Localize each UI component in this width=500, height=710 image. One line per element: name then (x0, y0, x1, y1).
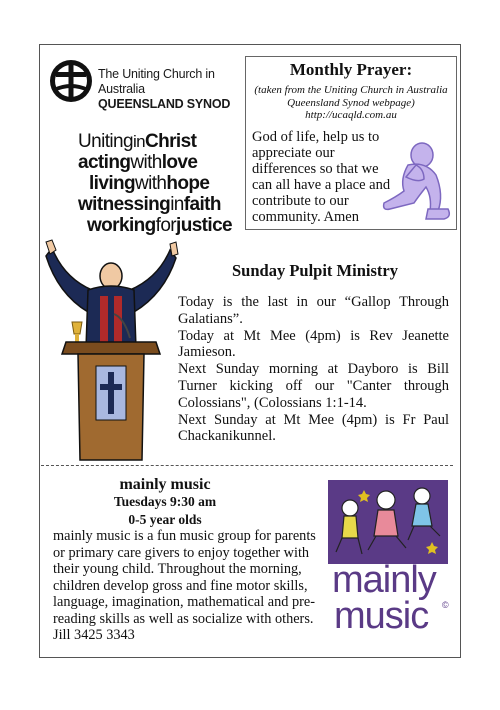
prayer-source-url: http://ucaqld.com.au (305, 109, 397, 121)
value-line-3: livingwithhope (89, 173, 210, 194)
pulpit-text (178, 294, 449, 445)
prayer-source-line2: Queensland Synod webpage) (287, 96, 415, 109)
pulpit-paragraph: Today is the last in our “Gallop Through Galatians”. (178, 294, 449, 327)
pulpit-title: Sunday Pulpit Ministry (232, 261, 398, 280)
mainly-music-title: mainly music (119, 476, 211, 493)
church-values (78, 131, 238, 236)
section-divider (41, 465, 453, 466)
pulpit-paragraph: Next Sunday at Mt Mee (4pm) is Fr Paul Chackanikunnel. (178, 411, 449, 445)
logo-synod-name: QUEENSLAND SYNOD (98, 97, 231, 111)
value-line-2: actingwithlove (78, 152, 198, 173)
mainly-music-logo-word2: music (334, 595, 429, 637)
mainly-music-description: mainly music is a fun music group for parents or primary care givers to enjoy together with their young child. Throughout the morning, children develop gross and fine motor skills, language, imagination, mathematical and pre-reading skills as well as socialize with others. (53, 528, 316, 627)
uniting-church-logo (48, 58, 238, 111)
dancing-children-icon (328, 480, 448, 564)
value-line-1: UnitinginChrist (78, 131, 197, 152)
mainly-music-logo (328, 480, 452, 636)
copyright-mark: © (442, 600, 449, 610)
value-line-5: workingforjustice (87, 215, 233, 236)
pulpit-paragraph: Today at Mt Mee (4pm) is Rev Jeanette Jamieson. (178, 327, 449, 361)
logo-church-name: The Uniting Church in Australia (98, 67, 215, 96)
mainly-music-time: Tuesdays 9:30 am (113, 494, 217, 509)
mainly-music-logo-word1: mainly (332, 559, 436, 601)
prayer-title: Monthly Prayer: (289, 60, 413, 79)
monthly-prayer-box (245, 56, 457, 230)
uniting-church-cross-icon (48, 58, 94, 104)
prayer-source (246, 84, 456, 122)
mainly-music-contact: Jill 3425 3343 (53, 627, 135, 643)
prayer-text: God of life, help us to appreciate our differences so that we can all have a place and contribute to our community. Amen (252, 129, 391, 225)
praying-figure-icon (378, 139, 454, 227)
mainly-music-ages: 0-5 year olds (128, 512, 202, 527)
value-line-4: witnessinginfaith (78, 194, 221, 215)
pulpit-paragraph: Next Sunday morning at Dayboro is Bill Turner kicking off our "Canter through Colossians", (Colossians 1:1-14. (178, 361, 449, 411)
prayer-source-line1: (taken from the Uniting Church in Australia (254, 84, 448, 96)
preacher-at-pulpit-illustration (44, 238, 179, 464)
